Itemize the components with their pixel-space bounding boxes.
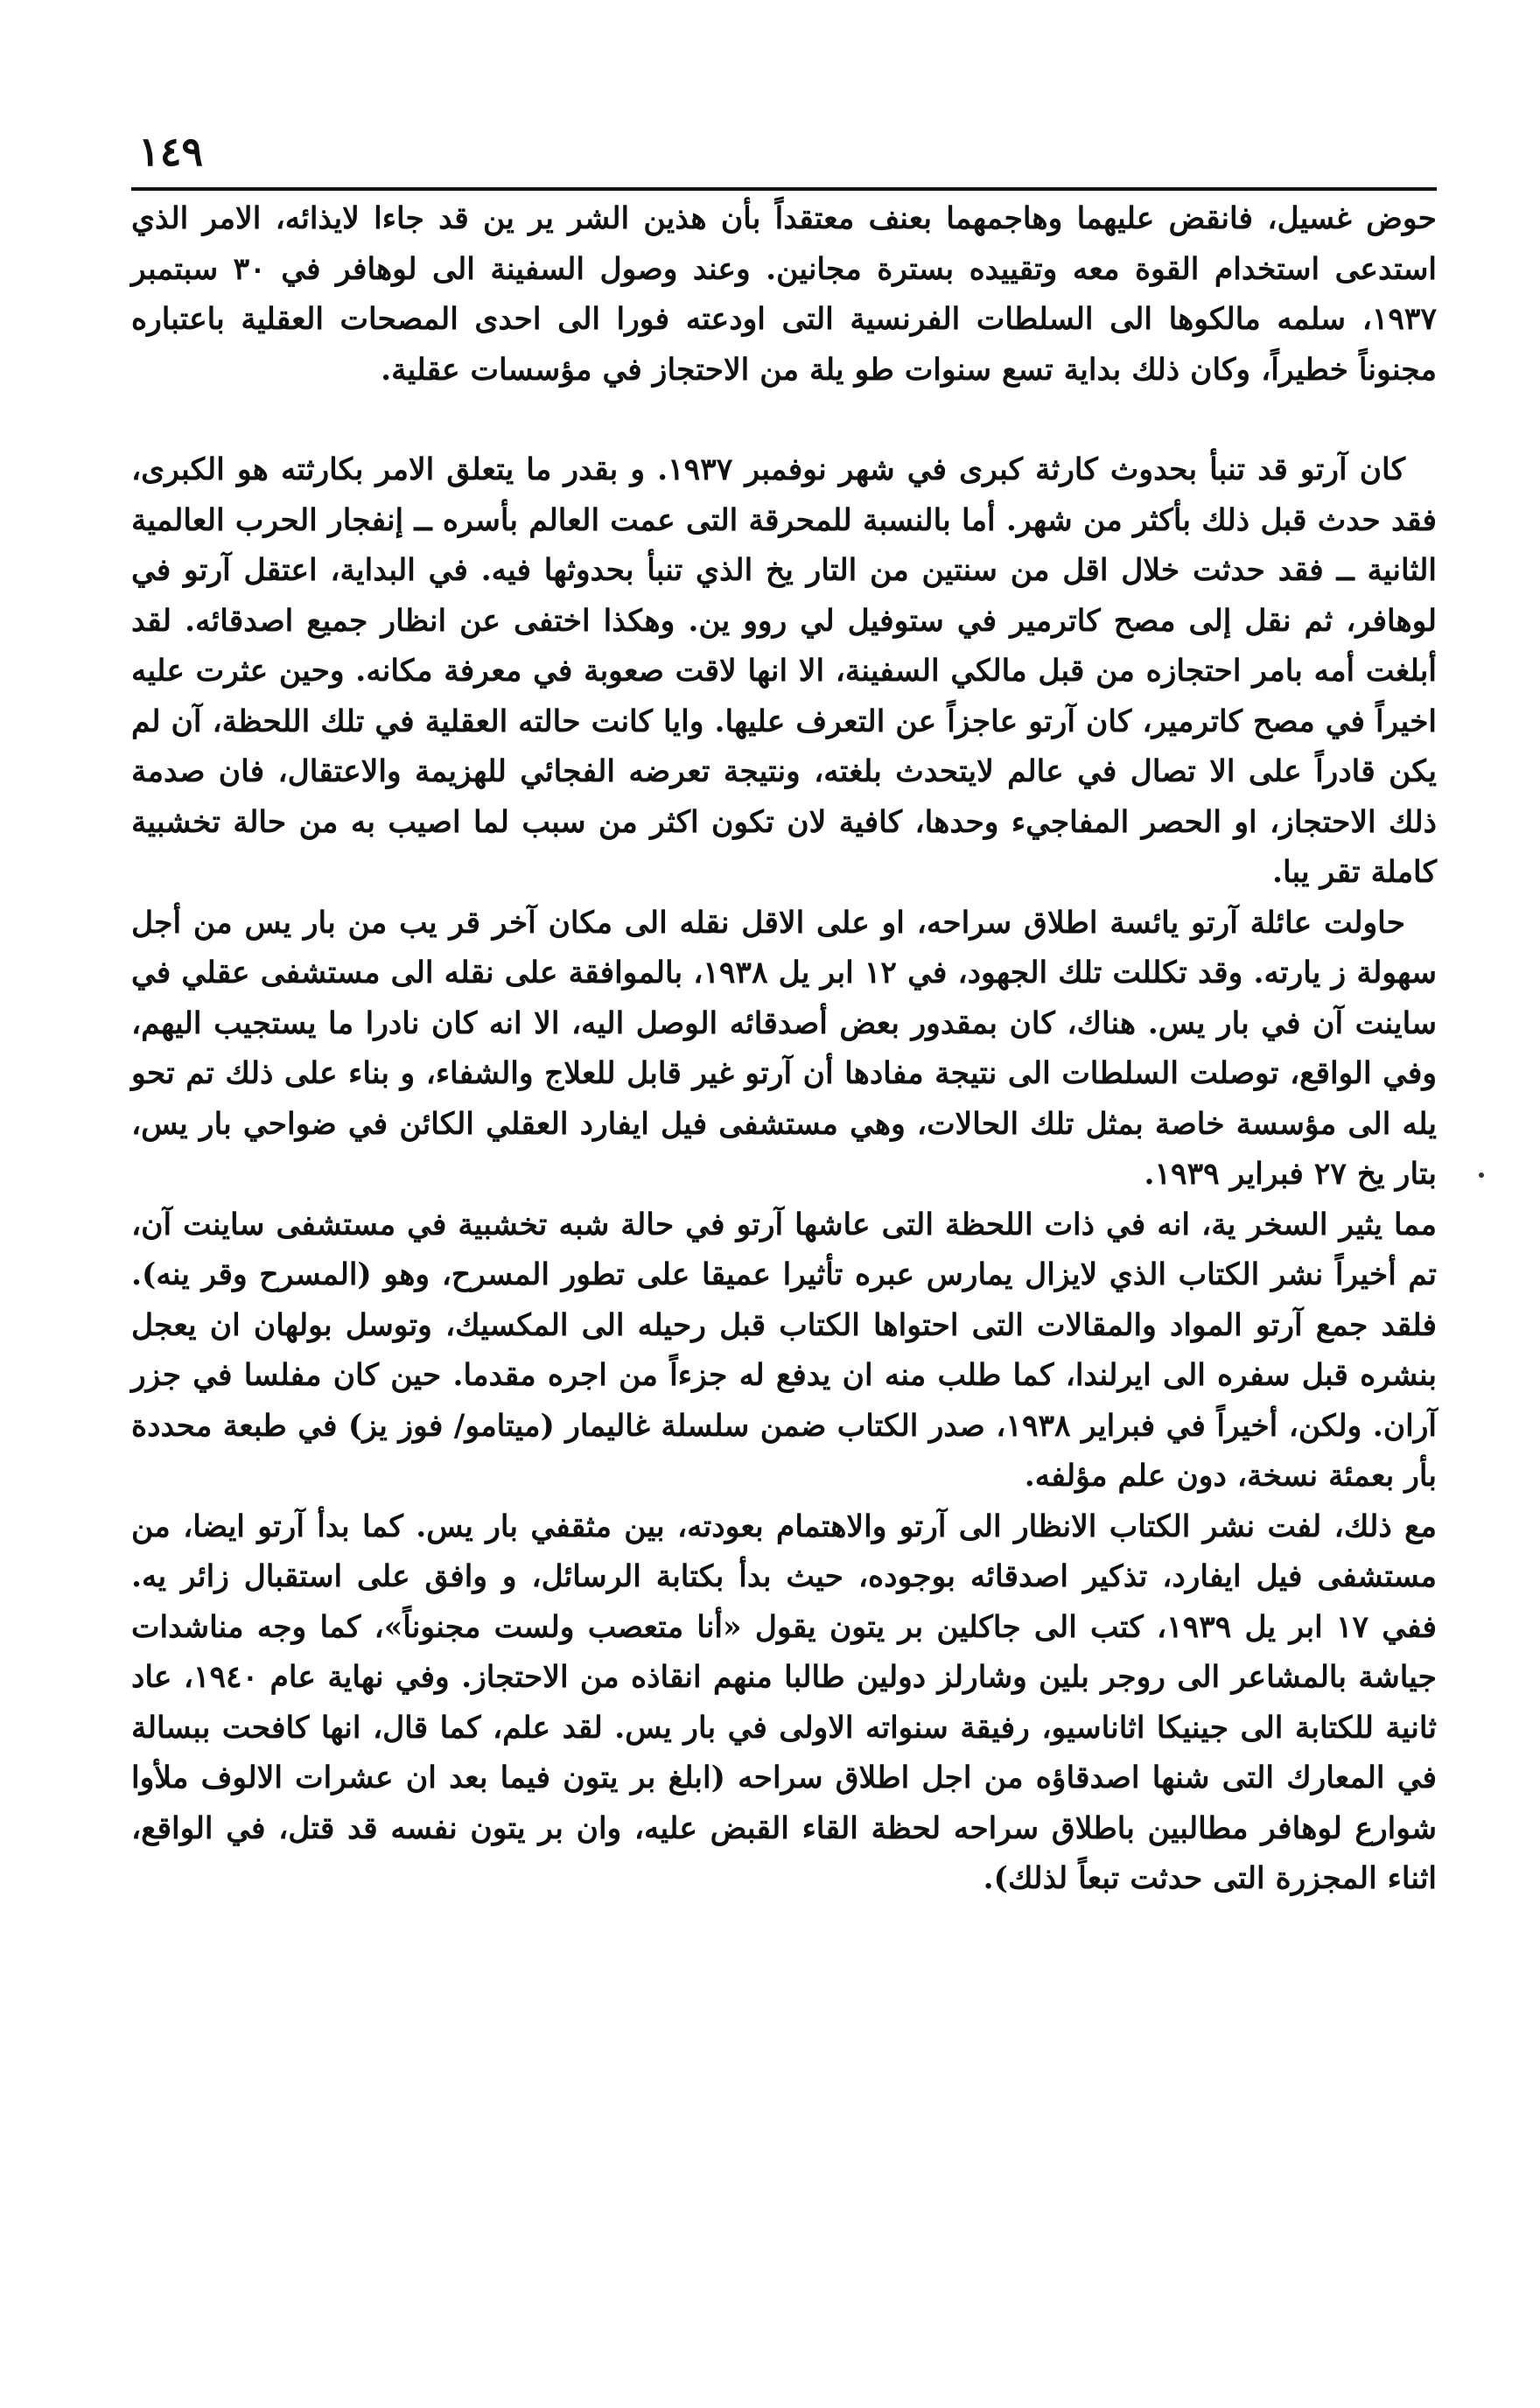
- paragraph-2: كان آرتو قد تنبأ بحدوث كارثة كبرى في شهر نوفمبر ١٩٣٧. و بقدر ما يتعلق الامر بكارثته هو الكبرى، فقد حدث قبل ذلك بأكثر من شهر. أما بالنسبة للمحرقة التى عمت العالم بأسره ــ إنفجار الحرب العالمية الثانية ــ فقد حدثت خلال اقل من سنتين من التار يخ الذي تنبأ بحدوثها فيه. في البداية، اعتقل آرتو في لوهافر، ثم نقل إلى مصح كاترمير في ستوفيل لي روو ين. وهكذا اختفى عن انظار جميع اصدقائه. لقد أبلغت أمه بامر احتجازه من قبل مالكي السفينة، الا انها لاقت صعوبة في معرفة مكانه. وحين عثرت عليه اخيراً في مصح كاترمير، كان آرتو عاجزاً عن التعرف عليها. وايا كانت حالته العقلية في تلك اللحظة، آن لم يكن قادراً على الا تصال في عالم لايتحدث بلغته، ونتيجة تعرضه الفجائي للهزيمة والاعتقال، فان صدمة ذلك الاحتجاز، او الحصر المفاجيء وحدها، كافية لان تكون اكثر من سبب لما اصيب به من حالة تخشبية كاملة تقر يبا.: [131, 452, 1437, 890]
- paragraph-3: حاولت عائلة آرتو يائسة اطلاق سراحه، او على الاقل نقله الى مكان آخر قر يب من بار يس من أجل سهولة ز يارته. وقد تكللت تلك الجهود، في ١٢ ابر يل ١٩٣٨، بالموافقة على نقله الى مستشفى عقلي في ساينت آن في بار يس. هناك، كان بمقدور بعض أصدقائه الوصل اليه، الا انه كان نادرا ما يستجيب اليهم، وفي الواقع، توصلت السلطات الى نتيجة مفادها أن آرتو غير قابل للعلاج والشفاء، و بناء على ذلك تم تحو يله الى مؤسسة خاصة بمثل تلك الحالات، وهي مستشفى فيل ايفارد العقلي الكائن في ضواحي بار يس، بتار يخ ٢٧ فبراير ١٩٣٩.: [131, 905, 1437, 1192]
- paragraph-5: مع ذلك، لفت نشر الكتاب الانظار الى آرتو والاهتمام بعودته، بين مثقفي بار يس. كما بدأ آرتو ايضا، من مستشفى فيل ايفارد، تذكير اصدقائه بوجوده، حيث بدأ بكتابة الرسائل، و وافق على استقبال زائر يه. ففي ١٧ ابر يل ١٩٣٩، كتب الى جاكلين بر يتون يقول «أنا متعصب ولست مجنوناً»، كما وجه مناشدات جياشة بالمشاعر الى روجر بلين وشارلز دولين طالبا منهم انقاذه من الاحتجاز. وفي نهاية عام ١٩٤٠، عاد ثانية للكتابة الى جينيكا اثاناسيو، رفيقة سنواته الاولى في بار يس. لقد علم، كما قال، انها كافحت ببسالة في المعارك التى شنها اصدقاؤه من اجل اطلاق سراحه (ابلغ بر يتون فيما بعد ان عشرات الالوف ملأوا شوارع لوهافر مطالبين باطلاق سراحه لحظة القاء القبض عليه، وان بر يتون نفسه قد قتل، في الواقع، اثناء المجزرة التى حدثت تبعاً لذلك).: [131, 1508, 1438, 1896]
- paragraph-1: حوض غسيل، فانقض عليهما وهاجمهما بعنف معتقداً بأن هذين الشر ير ين قد جاءا لايذائه، الامر الذي استدعى استخدام القوة معه وتقييده بسترة مجانين. وعند وصول السفينة الى لوهافر في ٣٠ سبتمبر ١٩٣٧، سلمه مالكوها الى السلطات الفرنسية التى اودعته فورا الى احدى المصحات العقلية باعتباره مجنوناً خطيراً، وكان ذلك بداية تسع سنوات طو يلة من الاحتجاز في مؤسسات عقلية.: [131, 201, 1437, 388]
- paragraph-4: مما يثير السخر ية، انه في ذات اللحظة التى عاشها آرتو في حالة شبه تخشبية في مستشفى ساينت آن، تم أخيراً نشر الكتاب الذي لايزال يمارس عبره تأثيرا عميقا على تطور المسرح، وهو (المسرح وقر ينه). فلقد جمع آرتو المواد والمقالات التى احتواها الكتاب قبل رحيله الى المكسيك، وتوسل بولهان ان يعجل بنشره قبل سفره الى ايرلندا، كما طلب منه ان يدفع له جزءاً من اجره مقدما. حين كان مفلسا في جزر آران. ولكن، أخيراً في فبراير ١٩٣٨، صدر الكتاب ضمن سلسلة غاليمار (ميتامو/ فوز يز) في طبعة محددة بأر بعمئة نسخة، دون علم مؤلفه.: [131, 1207, 1437, 1494]
- header-rule: [131, 187, 1437, 191]
- page-number: ١٤٩: [138, 128, 204, 175]
- stray-mark: [1479, 1172, 1484, 1178]
- text-column: [131, 194, 1437, 1905]
